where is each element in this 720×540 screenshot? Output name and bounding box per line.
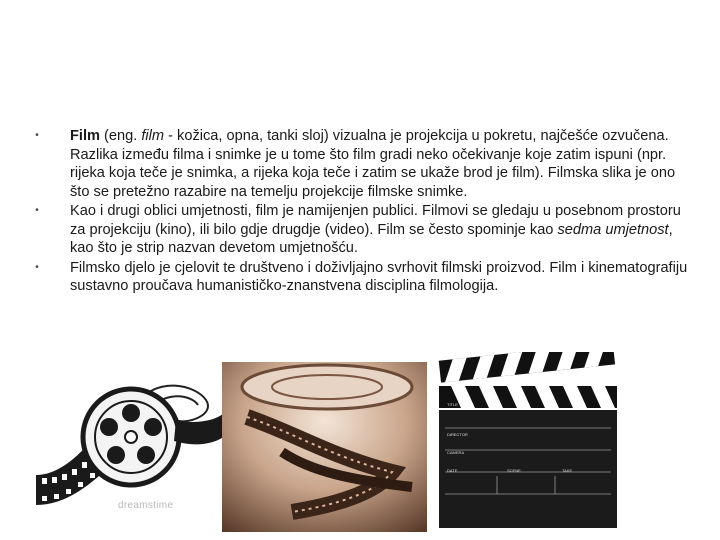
bullet-text: Kao i drugi oblici umjetnosti, film je namijenjen publici. Filmovi se gledaju u posebnom prostoru za projekciju (kino), ili bilo gdje drugdje (video). Film se često spominje kao: [70, 203, 681, 238]
clapperboard-icon: [437, 352, 619, 530]
clap-label-scene: SCENE: [507, 468, 521, 473]
bullet-item-1: [30, 127, 690, 201]
bullet-item-2: [30, 202, 690, 258]
film-strip-photo: [222, 362, 427, 532]
bullet-text: (eng.: [100, 128, 142, 144]
clap-label-title: TITLE: [447, 402, 458, 407]
clap-label-director: DIRECTOR: [447, 432, 468, 437]
film-reel-icon: [36, 365, 226, 515]
bullet-marker: •: [35, 130, 39, 141]
clap-label-take: TAKE: [562, 468, 573, 473]
slide-body: [30, 127, 690, 297]
clap-label-date: DATE: [447, 468, 458, 473]
clap-label-camera: CAMERA: [447, 450, 465, 455]
term-film: Film: [70, 128, 100, 144]
bullet-italic: sedma umjetnost: [557, 221, 669, 238]
watermark: dreamstime: [118, 500, 174, 511]
bullet-text: - kožica, opna, tanki sloj) vizualna je projekcija u pokretu, najčešće ozvučena. Razlika između filma i snimke je u tome što film gradi neko očekivanje koje zatim ispuni (npr. rijeka koja teče je snimka, a rijeka koja teče i zatim se ukaže brod je film). Filmska slika je ono što se pretežno razabire na temelju projekcije filmske snimke.: [70, 128, 676, 200]
bullet-text: Filmsko djelo je cjelovit te društveno i doživljajno svrhovit filmski proizvod. Film i kinematografiju sustavno proučava humanističko-znanstvena disciplina filmologija.: [70, 259, 688, 294]
bullet-marker: •: [35, 261, 39, 273]
bullet-italic: film: [141, 128, 165, 144]
bullet-marker: •: [35, 205, 39, 216]
bullet-item-3: [30, 259, 690, 296]
bullet-text: , kao što je strip nazvan devetom umjetnošću.: [70, 221, 673, 256]
